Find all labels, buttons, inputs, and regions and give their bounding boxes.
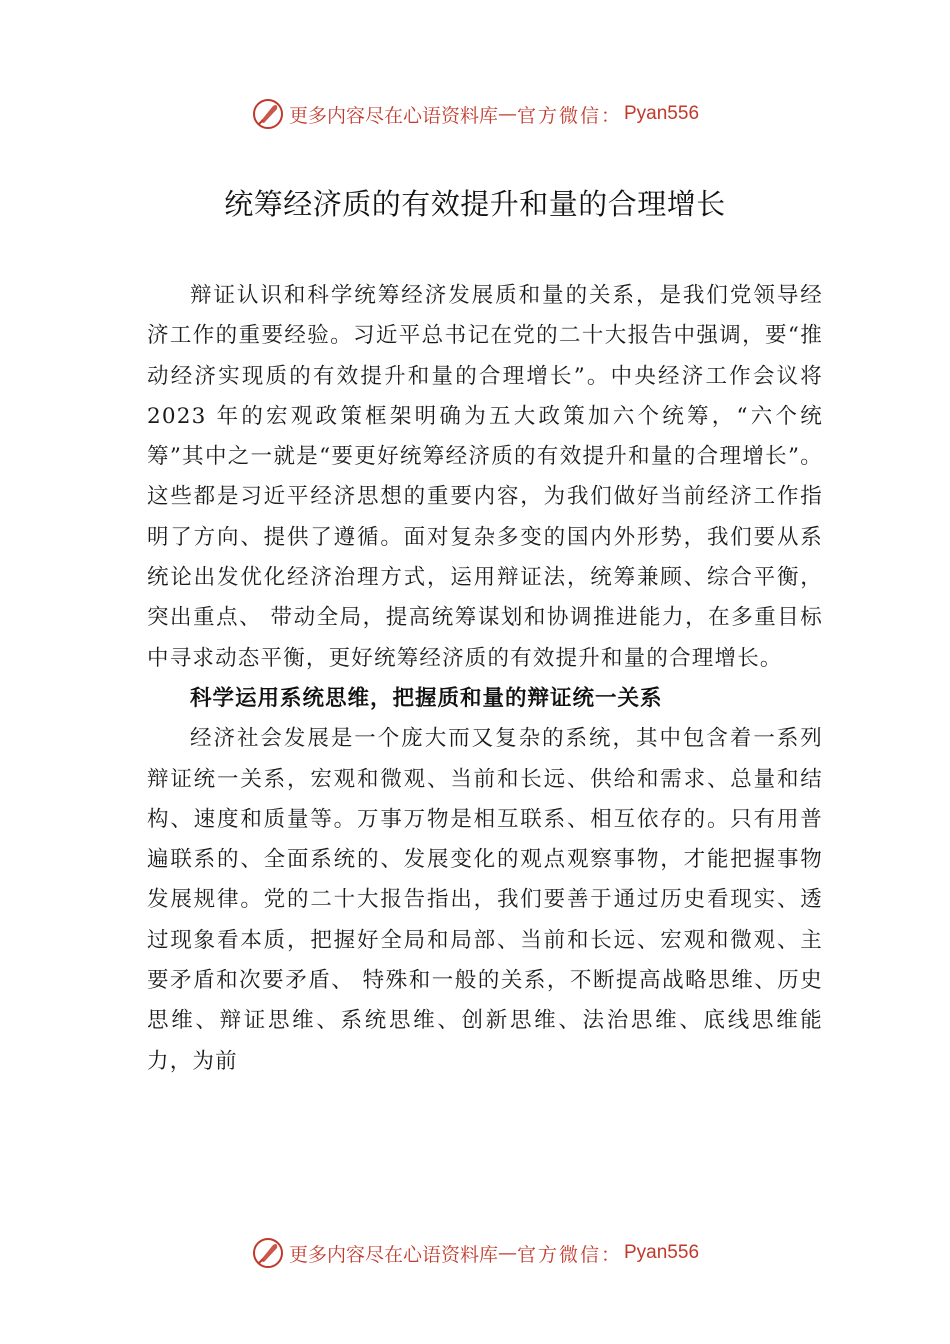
- banner-dash: —: [497, 103, 517, 125]
- quill-logo-icon: [251, 1236, 285, 1270]
- header-watermark-banner: [0, 94, 950, 134]
- banner-text: 更多内容尽在心语资料库: [288, 1243, 498, 1266]
- banner-dash: —: [497, 1242, 517, 1264]
- section-heading: 科学运用系统思维，把握质和量的辩证统一关系: [190, 685, 663, 711]
- banner-wechat-label: 官方微信：: [516, 104, 622, 127]
- banner-text: 更多内容尽在心语资料库: [288, 104, 498, 127]
- intro-paragraph: 辩证认识和科学统筹经济发展质和量的关系，是我们党领导经济工作的重要经验。习近平总书记在党的二十大报告中强调，要“推动经济实现质的有效提升和量的合理增长”。中央经济工作会议将 2023 年的宏观政策框架明确为五大政策加六个统筹，“六个统筹”其中之一就是“要更好统筹经济质的有效提升和量的合理增长”。这些都是习近平经济思想的重要内容，为我们做好当前经济工作指明了方向、提供了遵循。面对复杂多变的国内外形势，我们要从系统论出发优化经济治理方式，运用辩证法，统筹兼顾、综合平衡，突出重点、 带动全局，提高统筹谋划和协调推进能力，在多重目标中寻求动态平衡，更好统筹经济质的有效提升和量的合理增长。: [147, 283, 823, 671]
- document-title: 统筹经济质的有效提升和量的合理增长: [224, 187, 726, 221]
- banner-wechat-label: 官方微信：: [516, 1243, 622, 1266]
- section-paragraph: 经济社会发展是一个庞大而又复杂的系统，其中包含着一系列辩证统一关系，宏观和微观、当前和长远、供给和需求、总量和结构、速度和质量等。万事万物是相互联系、相互依存的。只有用普遍联系的、全面系统的、发展变化的观点观察事物，才能把握事物发展规律。党的二十大报告指出，我们要善于通过历史看现实、透过现象看本质，把握好全局和局部、当前和长远、宏观和微观、主要矛盾和次要矛盾、 特殊和一般的关系，不断提高战略思维、历史思维、辩证思维、系统思维、创新思维、法治思维、底线思维能力，为前: [147, 726, 823, 1074]
- document-body: [147, 276, 823, 1082]
- banner-wechat-id: Pyan556: [624, 1242, 700, 1263]
- quill-logo-icon: [251, 97, 285, 131]
- banner-wechat-id: Pyan556: [624, 103, 700, 124]
- footer-watermark-banner: [0, 1233, 950, 1273]
